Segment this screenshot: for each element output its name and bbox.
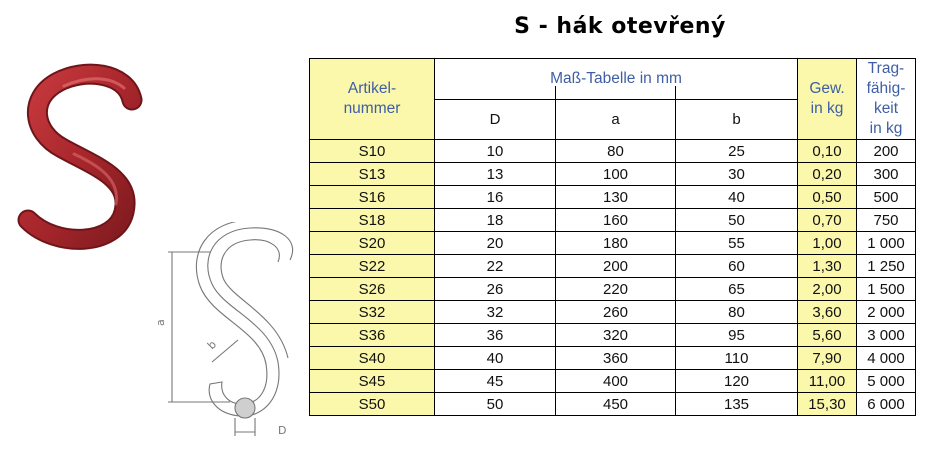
- cell-D: 18: [435, 209, 556, 232]
- cell-a: 320: [556, 324, 676, 347]
- cell-b: 110: [676, 347, 798, 370]
- cell-D: 10: [435, 140, 556, 163]
- table-row: [310, 347, 916, 370]
- cell-trag: 3 000: [857, 324, 916, 347]
- cell-artikel: S16: [310, 186, 435, 209]
- dim-D-label: D: [278, 424, 287, 437]
- cell-a: 200: [556, 255, 676, 278]
- cell-b: 135: [676, 393, 798, 416]
- cell-D: 20: [435, 232, 556, 255]
- cell-artikel: S36: [310, 324, 435, 347]
- cell-gew: 1,30: [798, 255, 857, 278]
- cell-D: 45: [435, 370, 556, 393]
- s-hook-image: [14, 62, 154, 262]
- table-row: [310, 324, 916, 347]
- cell-D: 40: [435, 347, 556, 370]
- header-dims: Maß-Tabelle in mm: [435, 59, 798, 100]
- cell-a: 400: [556, 370, 676, 393]
- header-a: a: [556, 99, 676, 140]
- cell-gew: 11,00: [798, 370, 857, 393]
- cell-D: 50: [435, 393, 556, 416]
- cell-D: 32: [435, 301, 556, 324]
- cell-gew: 0,20: [798, 163, 857, 186]
- cell-a: 130: [556, 186, 676, 209]
- cell-b: 50: [676, 209, 798, 232]
- cell-a: 80: [556, 140, 676, 163]
- dim-b-label: b: [204, 337, 220, 353]
- cell-artikel: S20: [310, 232, 435, 255]
- cell-D: 16: [435, 186, 556, 209]
- cell-D: 26: [435, 278, 556, 301]
- cell-artikel: S22: [310, 255, 435, 278]
- cell-b: 95: [676, 324, 798, 347]
- cell-a: 180: [556, 232, 676, 255]
- cell-artikel: S32: [310, 301, 435, 324]
- cell-trag: 500: [857, 186, 916, 209]
- cell-gew: 7,90: [798, 347, 857, 370]
- table-row: [310, 393, 916, 416]
- table-row: [310, 255, 916, 278]
- page-title: S - hák otevřený: [514, 14, 726, 39]
- cell-a: 100: [556, 163, 676, 186]
- cell-artikel: S10: [310, 140, 435, 163]
- cell-trag: 6 000: [857, 393, 916, 416]
- header-artikel: Artikel- nummer: [310, 59, 435, 140]
- cell-b: 40: [676, 186, 798, 209]
- table-row: [310, 140, 916, 163]
- cell-b: 80: [676, 301, 798, 324]
- cell-b: 120: [676, 370, 798, 393]
- cell-a: 260: [556, 301, 676, 324]
- cell-b: 55: [676, 232, 798, 255]
- cell-D: 22: [435, 255, 556, 278]
- cell-artikel: S50: [310, 393, 435, 416]
- cell-a: 450: [556, 393, 676, 416]
- cell-gew: 1,00: [798, 232, 857, 255]
- cell-b: 60: [676, 255, 798, 278]
- cell-artikel: S13: [310, 163, 435, 186]
- cell-trag: 4 000: [857, 347, 916, 370]
- cell-gew: 3,60: [798, 301, 857, 324]
- header-b: b: [676, 99, 798, 140]
- cell-gew: 0,10: [798, 140, 857, 163]
- s-hook-drawing: [150, 222, 310, 447]
- cell-b: 25: [676, 140, 798, 163]
- cell-trag: 2 000: [857, 301, 916, 324]
- table-row: [310, 232, 916, 255]
- header-gew: Gew. in kg: [798, 59, 857, 140]
- cell-artikel: S40: [310, 347, 435, 370]
- table-row: [310, 301, 916, 324]
- cell-D: 13: [435, 163, 556, 186]
- cell-trag: 200: [857, 140, 916, 163]
- cell-trag: 5 000: [857, 370, 916, 393]
- header-D: D: [435, 99, 556, 140]
- cell-trag: 1 500: [857, 278, 916, 301]
- table-row: [310, 209, 916, 232]
- cell-gew: 5,60: [798, 324, 857, 347]
- cell-a: 360: [556, 347, 676, 370]
- cell-b: 30: [676, 163, 798, 186]
- cell-gew: 0,50: [798, 186, 857, 209]
- table-row: [310, 163, 916, 186]
- cell-trag: 1 000: [857, 232, 916, 255]
- cell-gew: 0,70: [798, 209, 857, 232]
- table-row: [310, 186, 916, 209]
- table-row: [310, 370, 916, 393]
- cell-trag: 750: [857, 209, 916, 232]
- dim-a-label: a: [154, 319, 167, 326]
- cell-trag: 300: [857, 163, 916, 186]
- spec-table: [309, 58, 916, 416]
- cell-artikel: S45: [310, 370, 435, 393]
- cell-artikel: S18: [310, 209, 435, 232]
- cell-trag: 1 250: [857, 255, 916, 278]
- cell-b: 65: [676, 278, 798, 301]
- header-trag: Trag- fähig- keit in kg: [857, 59, 916, 140]
- cell-gew: 15,30: [798, 393, 857, 416]
- cell-a: 220: [556, 278, 676, 301]
- cell-gew: 2,00: [798, 278, 857, 301]
- cell-a: 160: [556, 209, 676, 232]
- cell-artikel: S26: [310, 278, 435, 301]
- cell-D: 36: [435, 324, 556, 347]
- table-row: [310, 278, 916, 301]
